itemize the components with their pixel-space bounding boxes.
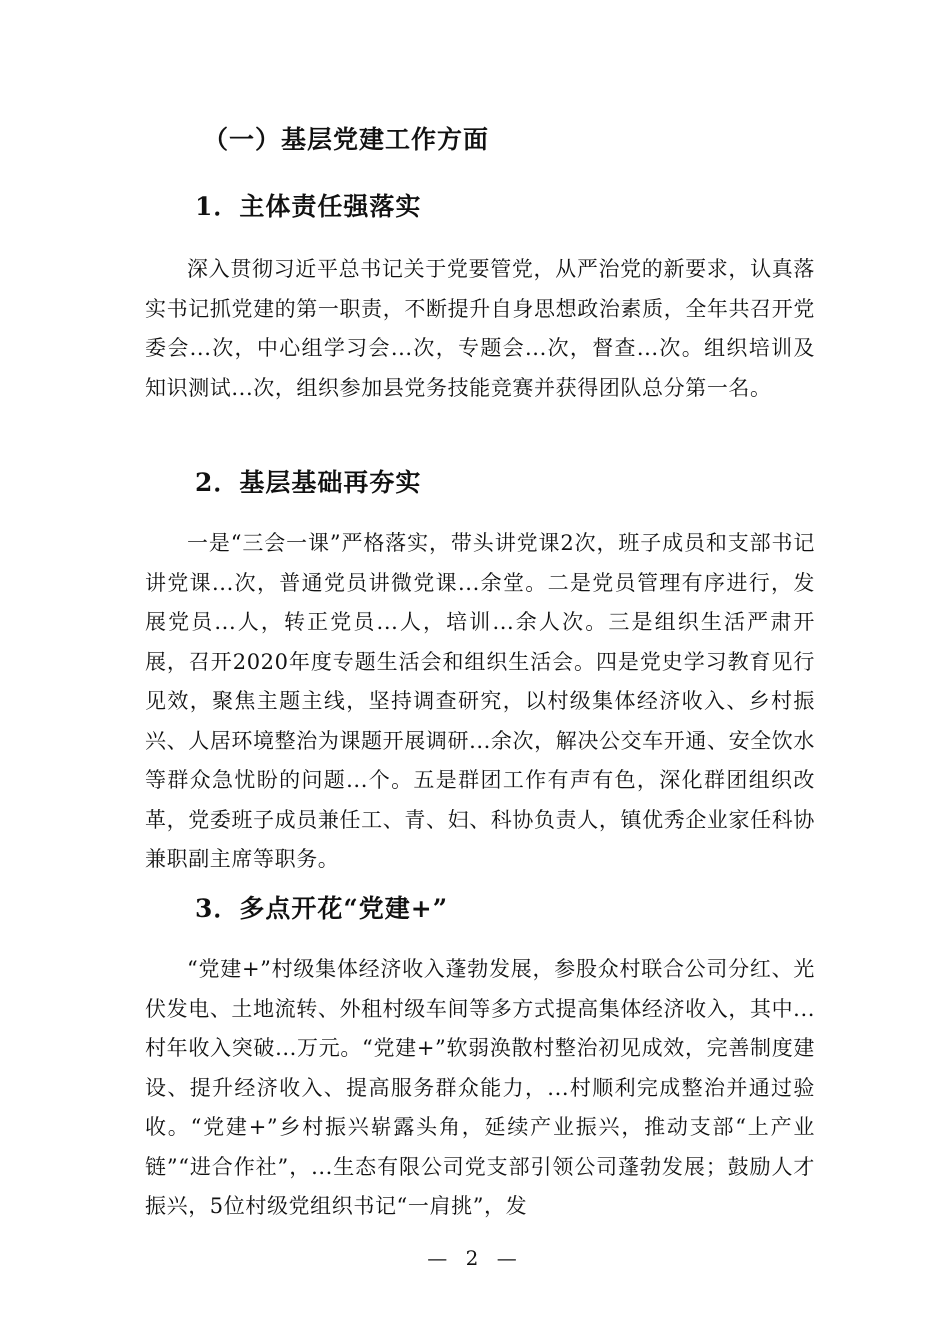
subsection-heading-3: 3．多点开花“党建+” bbox=[195, 894, 449, 923]
paragraph-2: 一是“三会一课”严格落实，带头讲党课2次，班子成员和支部书记讲党课...次，普通党员讲微党课...余堂。二是党员管理有序进行，发展党员...人，转正党员...人，培训...余人次。三是组织生活严肃开展，召开2020年度专题生活会和组织生活会。四是党史学习教育见行见效，聚焦主题主线，坚持调查研究，以村级集体经济收入、乡村振兴、人居环境整治为课题开展调研...余次，解决公交车开通、安全饮水等群众急忧盼的问题...个。五是群团工作有声有色，深化群团组织改革，党委班子成员兼任工、青、妇、科协负责人，镇优秀企业家任科协兼职副主席等职务。 bbox=[145, 531, 815, 871]
paragraph-3: “党建+”村级集体经济收入蓬勃发展，参股众村联合公司分红、光伏发电、土地流转、外租村级车间等多方式提高集体经济收入，其中...村年收入突破...万元。“党建+”软弱涣散村整治初见成效，完善制度建设、提升经济收入、提高服务群众能力，...村顺利完成整治并通过验收。“党建+”乡村振兴崭露头角，延续产业振兴，推动支部“上产业链”“进合作社”，...生态有限公司党支部引领公司蓬勃发展；鼓励人才振兴，5位村级党组织书记“一肩挑”，发 bbox=[145, 957, 815, 1218]
subsection-heading-2: 2．基层基础再夯实 bbox=[195, 468, 422, 497]
page-number: — 2 — bbox=[427, 1246, 523, 1270]
subsection-heading-1: 1．主体责任强落实 bbox=[195, 192, 422, 221]
section-heading: （一）基层党建工作方面 bbox=[203, 125, 490, 154]
paragraph-1: 深入贯彻习近平总书记关于党要管党，从严治党的新要求，认真落实书记抓党建的第一职责，不断提升自身思想政治素质，全年共召开党委会...次，中心组学习会...次，专题会...次，督查...次。组织培训及知识测试...次，组织参加县党务技能竞赛并获得团队总分第一名。 bbox=[145, 257, 815, 400]
